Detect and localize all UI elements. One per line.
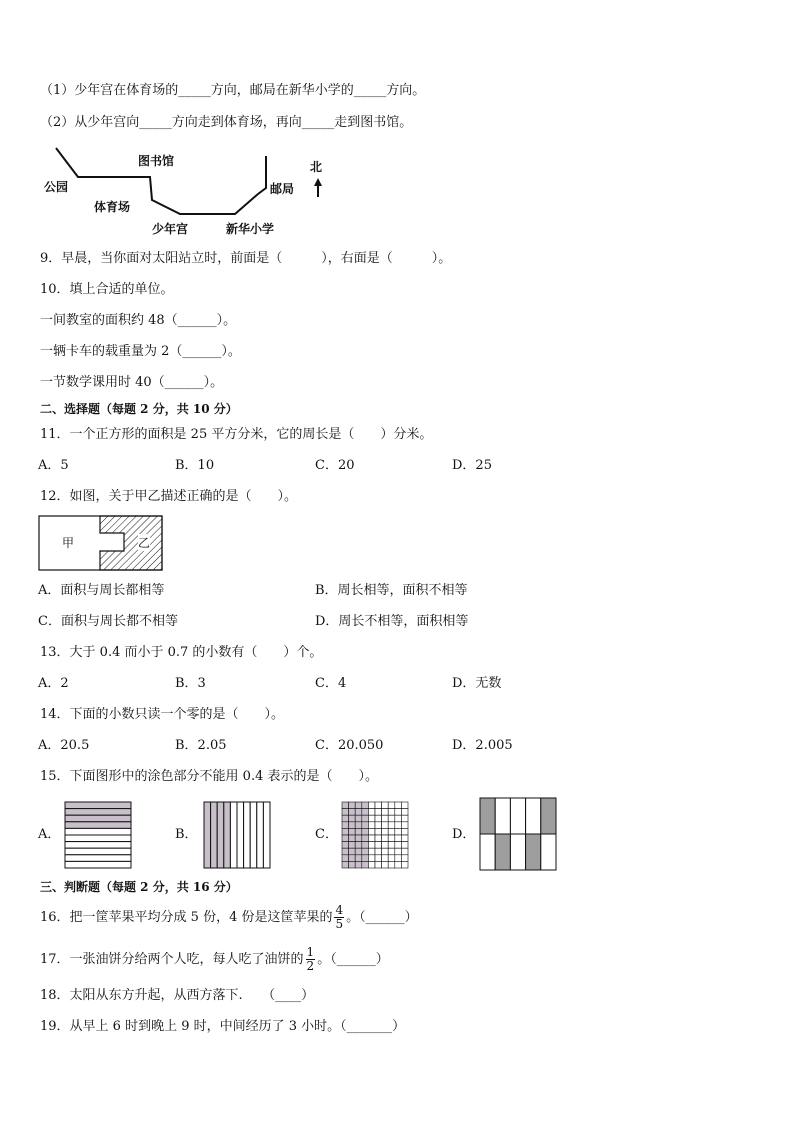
label-jia: 甲 bbox=[62, 536, 75, 550]
q17 bbox=[40, 946, 389, 974]
q13-option-a: A．2 bbox=[38, 676, 69, 691]
q17-numerator: 1 bbox=[306, 945, 315, 959]
q13-option-c: C．4 bbox=[315, 676, 347, 691]
q10-c: 一节数学课用时 40（______）。 bbox=[40, 375, 224, 390]
q16-numerator: 4 bbox=[335, 903, 344, 917]
q15-option-a: A． bbox=[38, 827, 61, 842]
q10-b: 一辆卡车的载重量为 2（______）。 bbox=[40, 344, 241, 359]
q8-part1: （1）少年宫在体育场的_____方向，邮局在新华小学的_____方向。 bbox=[40, 83, 426, 98]
map-route-lines bbox=[40, 142, 340, 238]
q19: 19．从早上 6 时到晚上 9 时，中间经历了 3 小时。（_______） bbox=[40, 1019, 406, 1034]
q12-option-d: D．周长不相等，面积相等 bbox=[315, 614, 469, 629]
q15-option-c: C． bbox=[315, 827, 338, 842]
q12-stem: 12．如图，关于甲乙描述正确的是（ ）。 bbox=[40, 489, 298, 504]
q14-option-b: B．2.05 bbox=[175, 738, 227, 753]
q10-a: 一间教室的面积约 48（______）。 bbox=[40, 313, 237, 328]
q15-stem: 15．下面图形中的涂色部分不能用 0.4 表示的是（ ）。 bbox=[40, 769, 378, 784]
q11-option-a: A．5 bbox=[38, 458, 69, 473]
q15-figure-b bbox=[203, 801, 271, 873]
q8-part2: （2）从少年宫向_____方向走到体育场，再向_____走到图书馆。 bbox=[40, 115, 413, 130]
q16-blank: 。（______） bbox=[346, 910, 418, 925]
label-north: 北 bbox=[310, 160, 323, 174]
label-stadium: 体育场 bbox=[94, 200, 131, 214]
section-2-title: 二、选择题（每题 2 分，共 10 分） bbox=[40, 402, 238, 416]
q12-figure bbox=[38, 515, 164, 571]
q13-stem: 13．大于 0.4 而小于 0.7 的小数有（ ）个。 bbox=[40, 645, 323, 660]
section-3-title: 三、判断题（每题 2 分，共 16 分） bbox=[40, 880, 238, 894]
q16-fraction bbox=[334, 904, 344, 931]
q17-fraction bbox=[306, 946, 316, 973]
q15-figure-a bbox=[64, 801, 132, 873]
q11-option-b: B．10 bbox=[175, 458, 215, 473]
q12-option-a: A．面积与周长都相等 bbox=[38, 583, 165, 598]
q14-stem: 14．下面的小数只读一个零的是（ ）。 bbox=[40, 707, 285, 722]
q14-option-c: C．20.050 bbox=[315, 738, 384, 753]
q9: 9．早晨，当你面对太阳站立时，前面是（ ），右面是（ ）。 bbox=[40, 251, 452, 266]
label-yi: 乙 bbox=[138, 536, 151, 550]
label-post-office: 邮局 bbox=[270, 182, 295, 196]
q17-text: 17．一张油饼分给两个人吃，每人吃了油饼的 bbox=[40, 952, 304, 967]
q12-option-c: C．面积与周长都不相等 bbox=[38, 614, 178, 629]
q18: 18．太阳从东方升起，从西方落下. （____） bbox=[40, 988, 315, 1003]
direction-map bbox=[40, 142, 340, 238]
q12-option-b: B．周长相等，面积不相等 bbox=[315, 583, 468, 598]
q15-figure-d bbox=[479, 797, 557, 875]
q15-option-d: D． bbox=[452, 827, 476, 842]
label-library: 图书馆 bbox=[138, 154, 175, 168]
q13-option-b: B．3 bbox=[175, 676, 206, 691]
q14-option-a: A．20.5 bbox=[38, 738, 90, 753]
q17-denominator: 2 bbox=[306, 959, 315, 973]
label-xinhua-school: 新华小学 bbox=[226, 222, 275, 236]
q16-text: 16．把一筐苹果平均分成 5 份，4 份是这筐苹果的 bbox=[40, 910, 333, 925]
q15-figure-c bbox=[341, 801, 409, 873]
label-park: 公园 bbox=[44, 180, 69, 194]
q11-option-d: D．25 bbox=[452, 458, 492, 473]
q10-stem: 10．填上合适的单位。 bbox=[40, 282, 174, 297]
q11-option-c: C．20 bbox=[315, 458, 355, 473]
label-youth-palace: 少年宫 bbox=[152, 222, 189, 236]
q13-option-d: D．无数 bbox=[452, 676, 502, 691]
q11-stem: 11．一个正方形的面积是 25 平方分米，它的周长是（ ）分米。 bbox=[40, 427, 433, 442]
q16-denominator: 5 bbox=[335, 917, 344, 931]
q16 bbox=[40, 904, 418, 932]
q14-option-d: D．2.005 bbox=[452, 738, 513, 753]
q17-blank: 。（______） bbox=[317, 952, 389, 967]
q15-option-b: B． bbox=[175, 827, 198, 842]
